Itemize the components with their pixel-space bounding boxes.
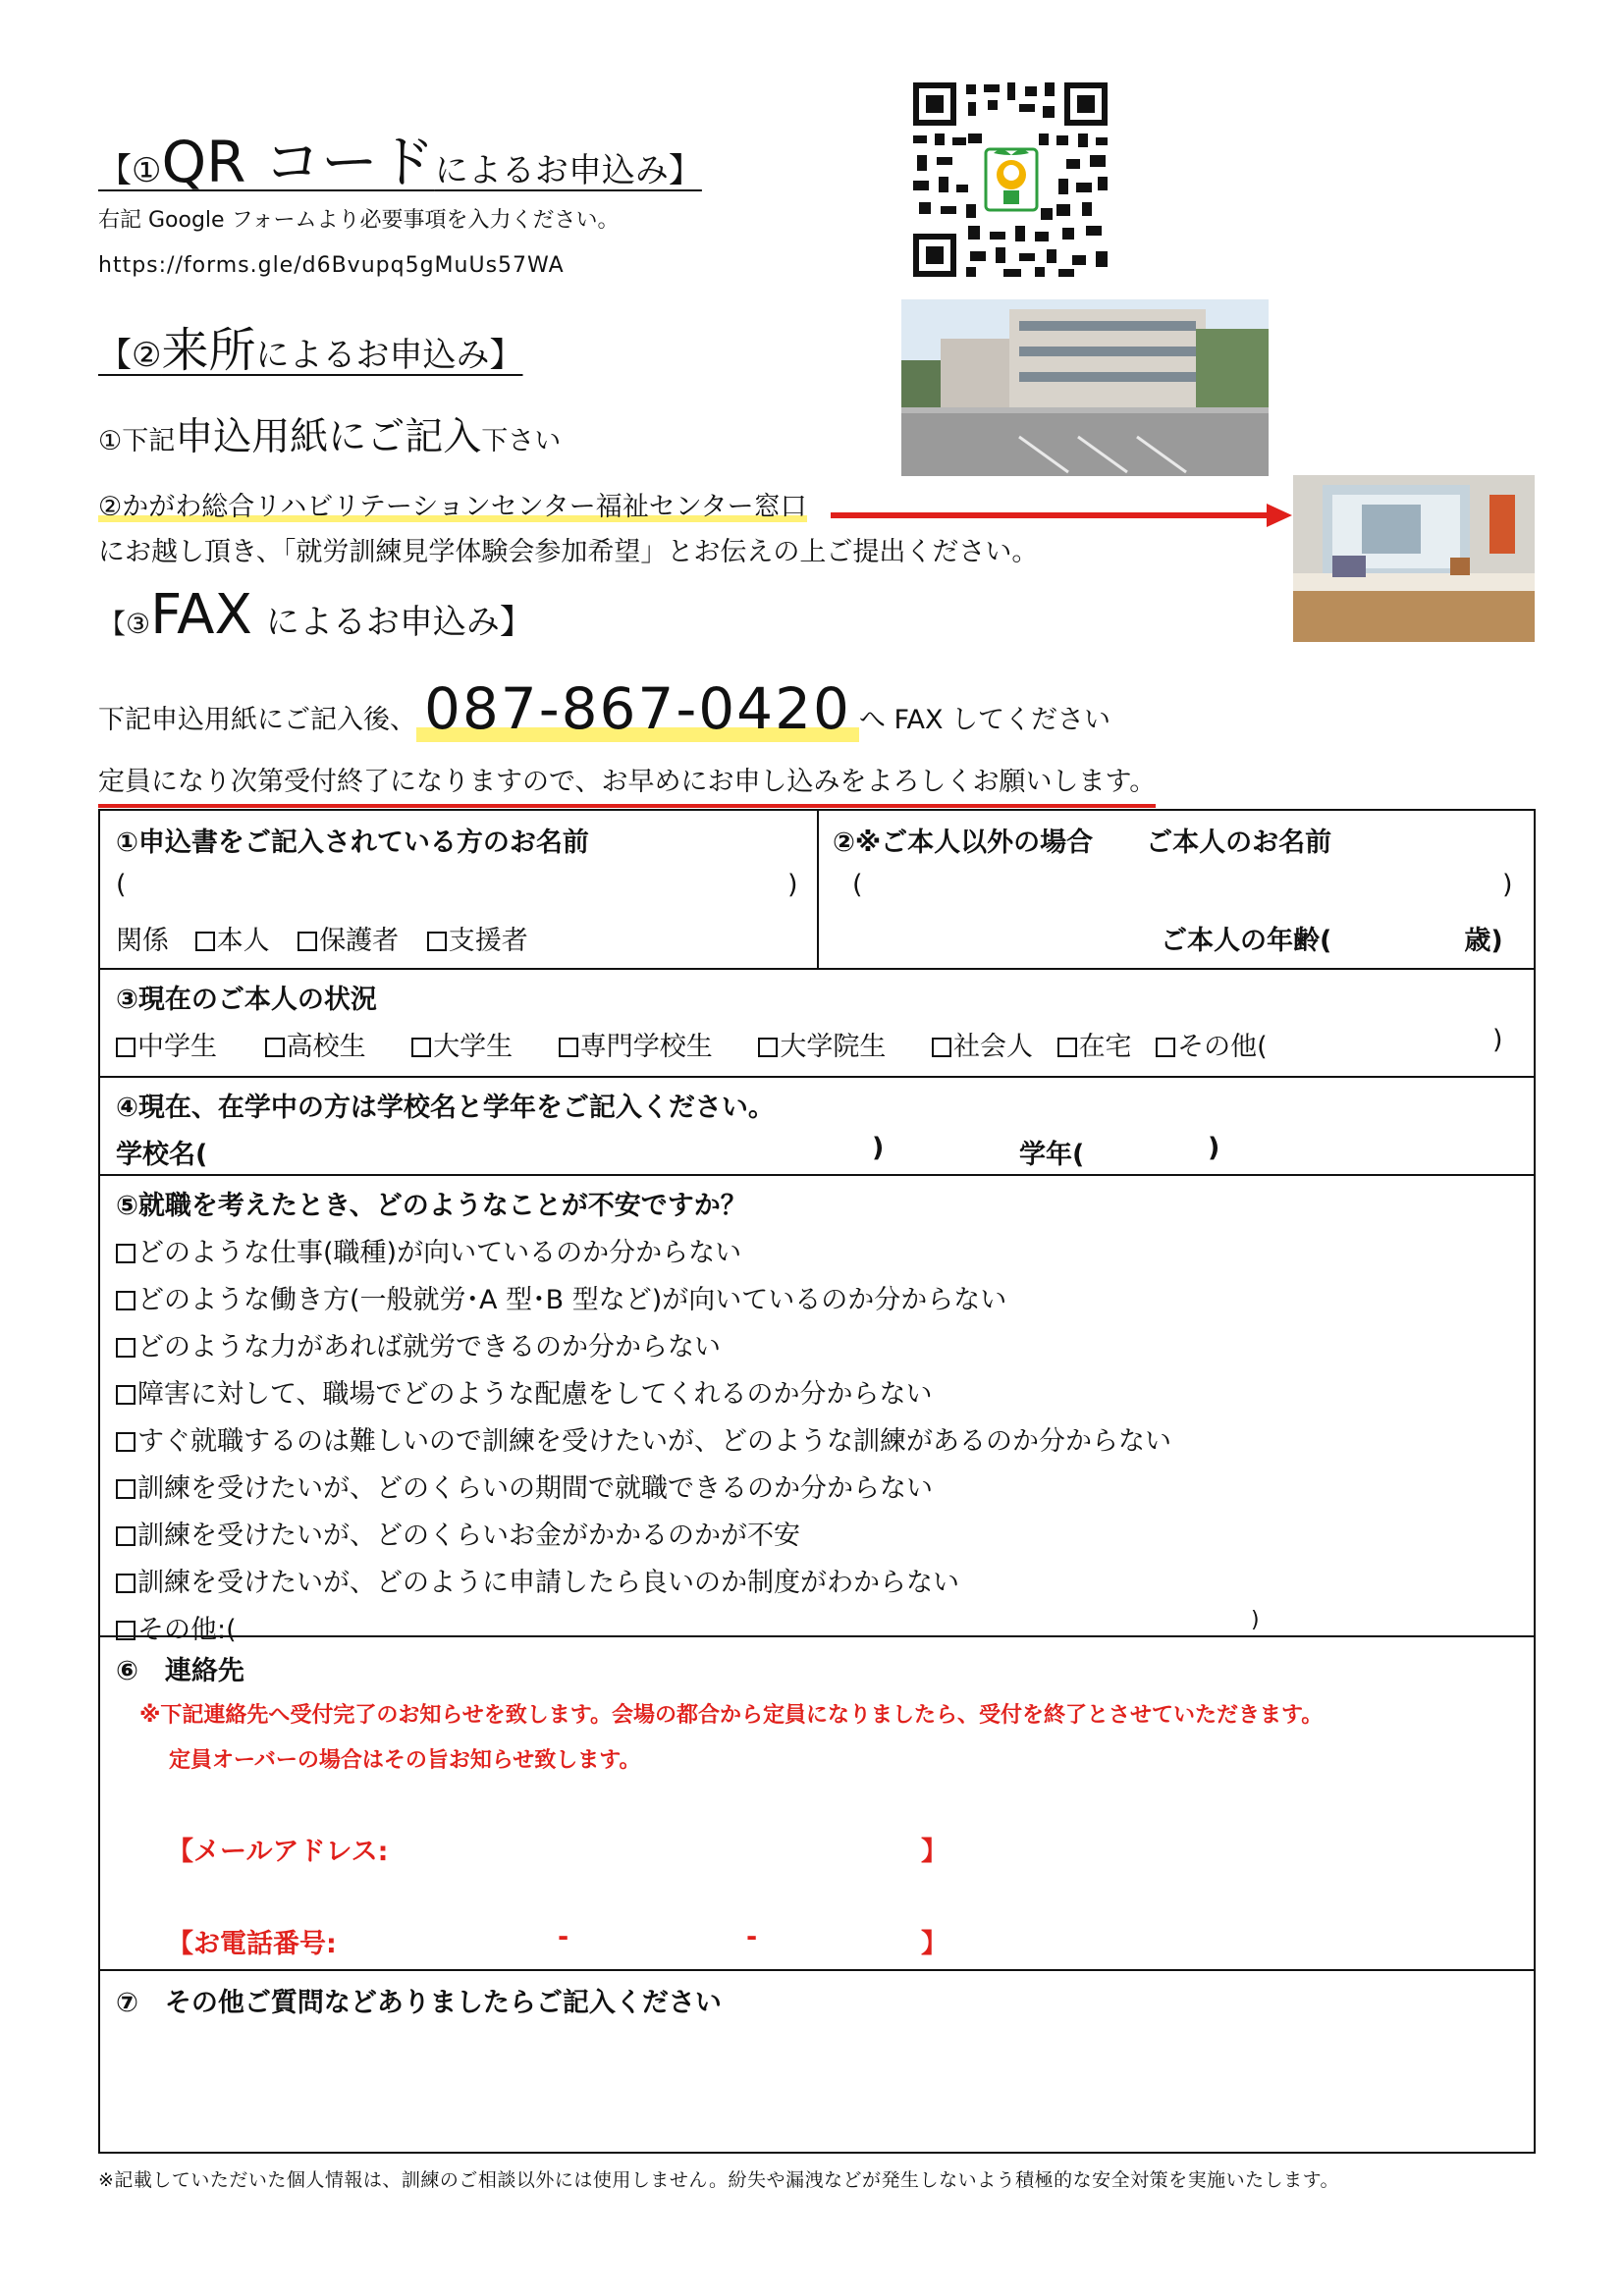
checkbox[interactable]: [559, 1038, 578, 1057]
relation-option-self[interactable]: [195, 926, 270, 956]
qr-heading-big: QR コード: [161, 129, 435, 195]
fax-notice: 定員になり次第受付終了になりますので、お早めにお申し込みをよろしくお願いします。: [98, 760, 1156, 808]
fax-heading-open: 【③: [98, 608, 151, 640]
concern-item-label: 訓練を受けたいが、どのくらいお金がかかるのかが不安: [137, 1521, 800, 1551]
visit-heading: [98, 312, 523, 380]
applicant-name-paren-close: ): [787, 870, 798, 900]
phone-field-close: 】: [921, 1929, 947, 1959]
email-field-close: 】: [921, 1837, 947, 1867]
checkbox[interactable]: [1057, 1038, 1077, 1057]
qr-description: 右記 Google フォームより必要事項を入力ください。: [98, 208, 620, 233]
fax-number: 087-867-0420: [416, 675, 859, 742]
visit-step1-big: 申込用紙にご記入: [175, 415, 482, 459]
concern-item-label: 訓練を受けたいが、どのくらいの期間で就職できるのか分からない: [137, 1473, 933, 1504]
checkbox[interactable]: [1156, 1038, 1175, 1057]
concerns-title: ⑤就職を考えたとき、どのようなことが不安ですか？: [116, 1191, 747, 1221]
checkbox[interactable]: [298, 932, 317, 951]
visit-step1-pre: ①下記: [98, 426, 176, 456]
concern-item-label: どのような働き方(一般就労･A 型･B 型など)が向いているのか分からない: [137, 1285, 1007, 1315]
checkbox[interactable]: [932, 1038, 951, 1057]
checkbox[interactable]: [116, 1244, 135, 1263]
relation-row: [116, 919, 528, 957]
relation-option-label: 本人: [216, 926, 270, 956]
contact-section: [100, 1635, 1534, 1969]
applicant-name-cell: [100, 811, 819, 968]
checkbox[interactable]: [195, 932, 215, 951]
checkbox[interactable]: [116, 1526, 135, 1546]
visit-step2-line2: にお越し頂き、「就労訓練見学体験会参加希望」とお伝えの上ご提出ください。: [98, 537, 1039, 567]
concern-item-label: 障害に対して、職場でどのような配慮をしてくれるのか分からない: [137, 1379, 933, 1410]
fax-heading: [98, 583, 533, 647]
contact-note-2: 定員オーバーの場合はその旨お知らせ致します。: [169, 1748, 641, 1773]
questions-section[interactable]: [100, 1969, 1534, 2152]
concern-item-label: どのような力があれば就労できるのか分からない: [137, 1332, 721, 1362]
checkbox[interactable]: [427, 932, 447, 951]
status-option[interactable]: [932, 1032, 1033, 1062]
counter-photo: [1293, 475, 1535, 642]
status-option[interactable]: [559, 1032, 713, 1062]
person-name-cell: [817, 811, 1534, 968]
checkbox[interactable]: [116, 1038, 135, 1057]
status-option[interactable]: [116, 1032, 217, 1062]
relation-option-label: 支援者: [448, 926, 528, 956]
visit-step2-line1: [98, 485, 807, 523]
concern-other-close: ): [1251, 1608, 1260, 1632]
status-option[interactable]: [1156, 1032, 1268, 1062]
concerns-section: [100, 1174, 1534, 1653]
checkbox[interactable]: [116, 1574, 135, 1593]
relation-label: 関係: [116, 926, 169, 956]
status-options: [116, 1025, 1268, 1063]
person-name-title: ②※ご本人以外の場合 ご本人のお名前: [833, 828, 1332, 858]
checkbox[interactable]: [411, 1038, 431, 1057]
relation-option-guardian[interactable]: [298, 926, 399, 956]
privacy-footer: ※記載していただいた個人情報は、訓練のご相談以外には使用しません。紛失や漏洩などが発生しないよう積極的な安全対策を実施いたします。: [98, 2169, 1340, 2191]
person-name-paren-close: ): [1502, 870, 1513, 900]
checkbox[interactable]: [116, 1479, 135, 1499]
checkbox[interactable]: [116, 1432, 135, 1452]
grade-close: ): [1208, 1133, 1220, 1163]
concern-item[interactable]: [116, 1419, 1171, 1458]
contact-note-1: ※下記連絡先へ受付完了のお知らせを致します。会場の都合から定員になりましたら、受付を終了とさせていただきます。: [139, 1703, 1324, 1728]
person-age: ご本人の年齢( 歳): [1161, 926, 1503, 956]
visit-heading-rest: によるお申込み】: [255, 336, 523, 375]
contact-title: ⑥ 連絡先: [116, 1656, 244, 1686]
grade-label: 学年(: [1019, 1140, 1085, 1170]
visit-heading-open: 【②: [98, 336, 162, 375]
status-option[interactable]: [265, 1032, 366, 1062]
status-option[interactable]: [758, 1032, 886, 1062]
concern-item[interactable]: [116, 1467, 933, 1505]
applicant-name-title: ①申込書をご記入されている方のお名前: [116, 828, 589, 858]
status-option-label: 高校生: [286, 1032, 366, 1062]
qr-heading-open: 【①: [98, 151, 162, 190]
visit-step2-highlight: ②かがわ総合リハビリテーションセンター福祉センター窓口: [98, 492, 807, 522]
visit-step1-post: 下さい: [481, 426, 562, 456]
concern-item[interactable]: [116, 1514, 800, 1552]
status-option-label: 専門学校生: [579, 1032, 713, 1062]
concern-item-label: 訓練を受けたいが、どのように申請したら良いのか制度がわからない: [137, 1568, 959, 1598]
building-photo: [901, 299, 1269, 476]
fax-pre: 下記申込用紙にご記入後、: [98, 705, 416, 735]
status-option[interactable]: [1057, 1032, 1132, 1062]
status-section: [100, 968, 1534, 1076]
fax-heading-big: FAX: [150, 583, 252, 647]
checkbox[interactable]: [116, 1291, 135, 1310]
qr-url[interactable]: https://forms.gle/d6Bvupq5gMuUs57WA: [98, 253, 565, 278]
status-option-label: 中学生: [137, 1032, 217, 1062]
school-name-close: ): [872, 1133, 885, 1163]
checkbox[interactable]: [758, 1038, 778, 1057]
status-option-label: 大学生: [433, 1032, 514, 1062]
concern-item-label: すぐ就職するのは難しいので訓練を受けたいが、どのような訓練があるのか分からない: [137, 1426, 1171, 1457]
status-title: ③現在のご本人の状況: [116, 985, 377, 1015]
status-option-label: その他(: [1177, 1032, 1268, 1062]
checkbox[interactable]: [265, 1038, 285, 1057]
status-option[interactable]: [411, 1032, 513, 1062]
concern-item-label: その他:(: [137, 1615, 237, 1645]
qr-code-image[interactable]: [909, 79, 1111, 281]
phone-field-label[interactable]: 【お電話番号:: [167, 1929, 337, 1959]
status-option-label: 社会人: [952, 1032, 1033, 1062]
concern-item[interactable]: [116, 1561, 959, 1599]
status-option-label: 在宅: [1078, 1032, 1132, 1062]
concern-item-label: どのような仕事(職種)が向いているのか分からない: [137, 1238, 742, 1268]
school-title: ④現在、在学中の方は学校名と学年をご記入ください。: [116, 1093, 775, 1123]
concern-item[interactable]: [116, 1278, 1006, 1316]
concern-item[interactable]: [116, 1231, 741, 1269]
fax-heading-rest: によるお申込み】: [265, 603, 533, 642]
phone-dash-1: -: [558, 1922, 569, 1952]
application-form: [98, 809, 1536, 2154]
fax-post: へ FAX してください: [858, 705, 1111, 735]
red-arrow-icon: [831, 504, 1292, 527]
applicant-name-paren-open: (: [116, 870, 127, 900]
email-field-label[interactable]: 【メールアドレス:: [167, 1837, 389, 1867]
relation-option-supporter[interactable]: [427, 926, 528, 956]
qr-heading: [98, 116, 702, 198]
fax-line: [98, 675, 1110, 742]
status-other-close: ): [1492, 1025, 1503, 1055]
person-name-paren-open: (: [852, 870, 863, 900]
checkbox[interactable]: [116, 1385, 135, 1405]
checkbox[interactable]: [116, 1338, 135, 1358]
phone-dash-2: -: [746, 1922, 758, 1952]
concern-item[interactable]: [116, 1325, 721, 1363]
questions-title: ⑦ その他ご質問などありましたらご記入ください: [116, 1988, 722, 2018]
visit-heading-big: 来所: [161, 323, 256, 378]
concern-item[interactable]: [116, 1372, 932, 1411]
qr-heading-rest: によるお申込み】: [434, 151, 702, 190]
relation-option-label: 保護者: [319, 926, 400, 956]
school-section: [100, 1076, 1534, 1174]
visit-step1: [98, 406, 561, 461]
status-option-label: 大学院生: [780, 1032, 887, 1062]
school-name-label: 学校名(: [116, 1140, 208, 1170]
